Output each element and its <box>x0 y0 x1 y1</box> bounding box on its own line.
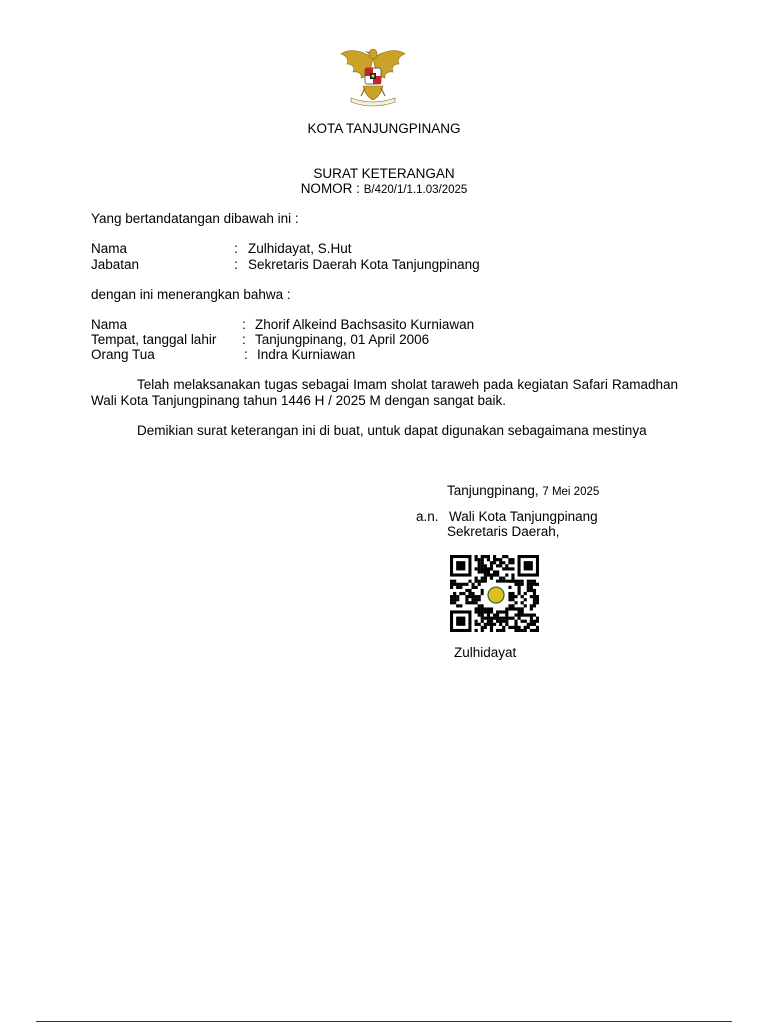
city-heading: KOTA TANJUNGPINANG <box>307 121 461 136</box>
signature-place: Tanjungpinang, <box>447 483 539 498</box>
garuda-emblem-icon <box>339 44 407 108</box>
paragraph-closing: Demikian surat keterangan ini di buat, untuk dapat digunakan sebagaimana mestinya <box>137 423 647 438</box>
qr-code-icon <box>450 555 539 632</box>
subject-parent-label: Orang Tua <box>91 347 155 362</box>
signature-an-prefix: a.n. <box>416 509 439 524</box>
signature-position: Sekretaris Daerah, <box>447 524 560 539</box>
intro-text: Yang bertandatangan dibawah ini : <box>91 211 299 226</box>
separator: : <box>234 241 238 256</box>
signer-name-value: Zulhidayat, S.Hut <box>248 241 352 256</box>
signature-place-date <box>447 483 599 500</box>
signer-position-value: Sekretaris Daerah Kota Tanjungpinang <box>248 257 480 272</box>
subject-name-value: Zhorif Alkeind Bachsasito Kurniawan <box>255 317 475 332</box>
subject-birth-label: Tempat, tanggal lahir <box>91 332 217 347</box>
statement-intro: dengan ini menerangkan bahwa : <box>91 287 291 302</box>
signer-name-label: Nama <box>91 241 128 256</box>
signature-office: Wali Kota Tanjungpinang <box>449 509 598 524</box>
qr-center-seal-icon <box>484 583 509 608</box>
document-number <box>0 181 768 198</box>
separator: : <box>242 317 246 332</box>
separator: : <box>234 257 238 272</box>
signer-position-label: Jabatan <box>91 257 140 272</box>
page-bottom-border <box>36 1021 732 1022</box>
separator: : <box>244 347 248 362</box>
number-value: B/420/1/1.1.03/2025 <box>363 184 468 196</box>
separator: : <box>242 332 246 347</box>
qr-finder-pattern <box>518 555 539 577</box>
qr-finder-pattern <box>450 610 471 632</box>
signature-date: 7 Mei 2025 <box>542 486 600 498</box>
paragraph-task: Telah melaksanakan tugas sebagai Imam sholat taraweh pada kegiatan Safari Ramadhan Wali Kota Tanjungpinang tahun 1446 H / 2025 M dengan sangat baik. <box>91 377 678 408</box>
number-label: NOMOR : <box>300 181 360 196</box>
signature-name: Zulhidayat <box>454 645 517 660</box>
subject-name-label: Nama <box>91 317 128 332</box>
qr-finder-pattern <box>450 555 471 577</box>
subject-birth-value: Tanjungpinang, 01 April 2006 <box>255 332 430 347</box>
subject-parent-value: Indra Kurniawan <box>257 347 356 362</box>
document-title: SURAT KETERANGAN <box>313 166 455 181</box>
